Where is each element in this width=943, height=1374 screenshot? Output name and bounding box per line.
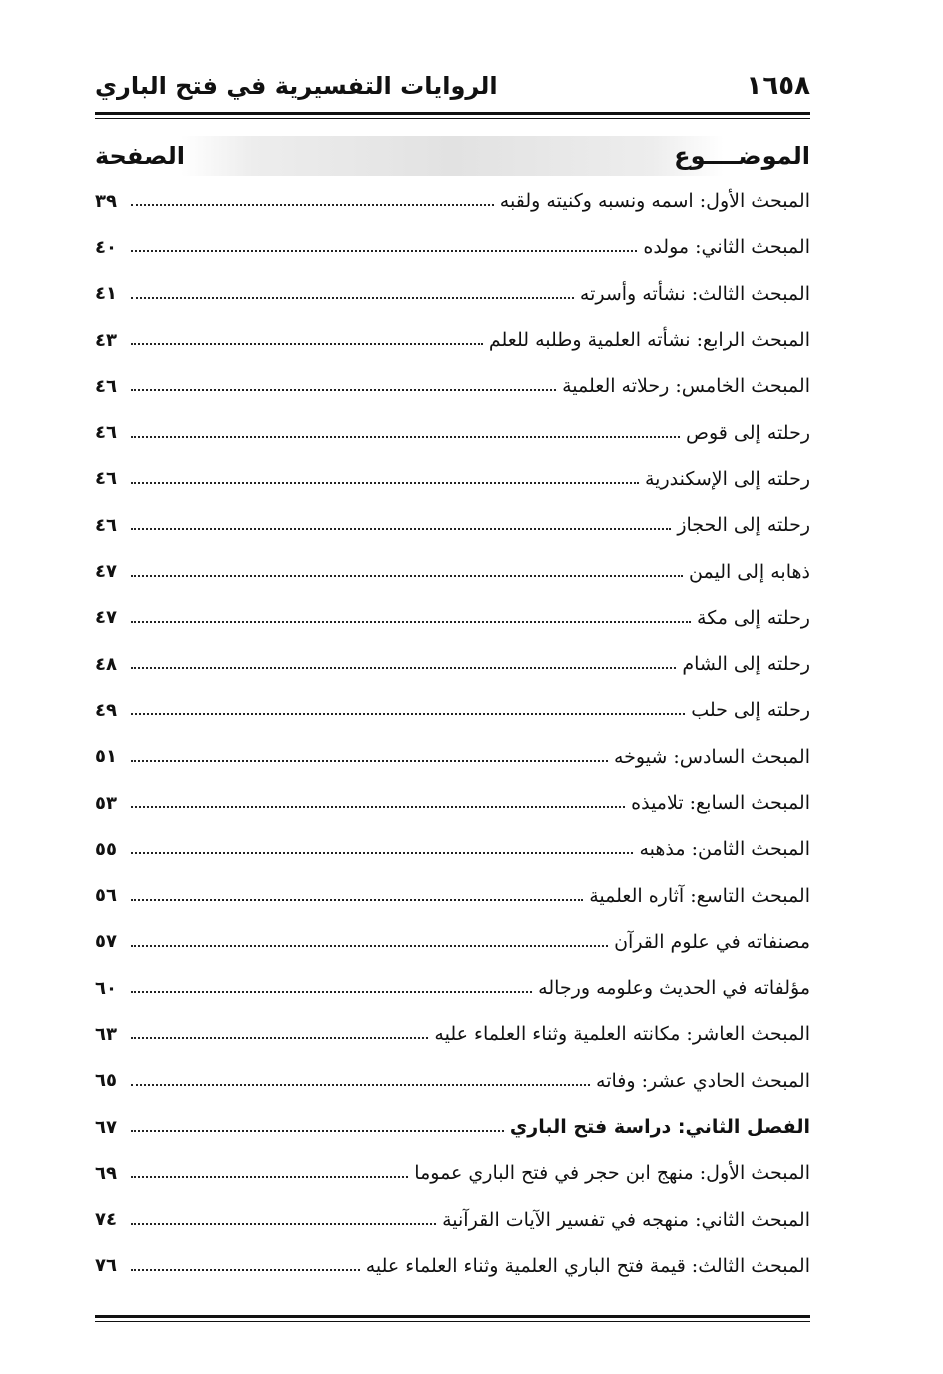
toc-entry [95, 1243, 810, 1289]
dot-leader [131, 1176, 408, 1178]
toc-entry [95, 734, 810, 780]
toc-entry [95, 687, 810, 733]
running-head [95, 64, 810, 108]
dot-leader [131, 852, 633, 854]
toc-entry-page: ٦٠ [95, 977, 117, 999]
toc-entry [95, 271, 810, 317]
toc-entry-page: ٤٦ [95, 422, 117, 444]
dot-leader [131, 1223, 436, 1225]
dot-leader [131, 899, 583, 901]
toc-entry [95, 1058, 810, 1104]
dot-leader [131, 204, 494, 206]
toc-entry [95, 224, 810, 270]
book-page [95, 60, 810, 1330]
toc-entry-page: ٤٦ [95, 468, 117, 490]
dot-leader [131, 297, 574, 299]
toc-entry-page: ٤٦ [95, 375, 117, 397]
page-column-heading: الصفحة [95, 142, 186, 170]
toc-entry-page: ٤٣ [95, 329, 117, 351]
toc-entry-title: رحلته إلى الحجاز [677, 514, 810, 537]
toc-entry-page: ٦٣ [95, 1023, 117, 1045]
footer-rule [95, 1315, 810, 1318]
toc-entry-title: المبحث الثالث: قيمة فتح الباري العلمية وثناء العلماء عليه [365, 1254, 810, 1277]
toc-entry [95, 1150, 810, 1196]
toc-entry-title: المبحث الثاني: منهجه في تفسير الآيات القرآنية [442, 1208, 810, 1231]
topic-column-heading: الموضــــوع [674, 142, 810, 170]
toc-entry-title: رحلته إلى قوص [686, 421, 810, 444]
book-title: الروايات التفسيرية في فتح الباري [95, 72, 498, 100]
toc-entry [95, 1197, 810, 1243]
toc-entry-title: مؤلفاته في الحديث وعلومه ورجاله [538, 977, 810, 1000]
toc-entry [95, 409, 810, 455]
dot-leader [131, 575, 683, 577]
dot-leader [131, 621, 691, 623]
toc-entry-page: ٧٤ [95, 1209, 117, 1231]
dot-leader [131, 713, 685, 715]
toc-entry-title: ذهابه إلى اليمن [689, 560, 810, 583]
toc-entry-page: ٤٧ [95, 561, 117, 583]
toc-entry-title: المبحث الأول: اسمه ونسبه وكنيته ولقبه [499, 190, 810, 213]
toc-entry-title: الفصل الثاني: دراسة فتح الباري [509, 1116, 810, 1139]
toc-entry [95, 641, 810, 687]
header-rule [95, 112, 810, 115]
toc-entry-title: مصنفاته في علوم القرآن [614, 930, 810, 953]
toc-entry [95, 456, 810, 502]
toc-chapter-entry [95, 1104, 810, 1150]
toc-entry [95, 965, 810, 1011]
toc-entry-page: ٥١ [95, 746, 117, 768]
toc-entry-title: المبحث العاشر: مكانته العلمية وثناء العلماء عليه [434, 1023, 810, 1046]
toc-entry-title: المبحث الثامن: مذهبه [639, 838, 810, 861]
toc-entry-page: ٤٩ [95, 699, 117, 721]
toc-entry [95, 919, 810, 965]
toc-entry-page: ٦٩ [95, 1162, 117, 1184]
dot-leader [131, 343, 483, 345]
dot-leader [131, 389, 556, 391]
toc-entry-title: المبحث السابع: تلاميذه [631, 792, 810, 814]
toc-entry [95, 178, 810, 224]
toc-entry-title: المبحث الرابع: نشأته العلمية وطلبه للعلم [488, 329, 810, 352]
dot-leader [131, 1084, 590, 1086]
toc-entry-title: رحلته إلى الإسكندرية [645, 467, 810, 490]
toc-entry-title: المبحث الثالث: نشأته وأسرته [579, 282, 810, 305]
dot-leader [131, 528, 671, 530]
toc-entry-page: ٤٨ [95, 653, 117, 675]
toc-entry-title: المبحث التاسع: آثاره العلمية [589, 884, 810, 907]
toc-entry-page: ٤٠ [95, 236, 117, 258]
toc-entry [95, 548, 810, 594]
toc-entry-page: ٤١ [95, 283, 117, 305]
page-number: ١٦٥٨ [746, 71, 810, 101]
dot-leader [131, 1130, 504, 1132]
toc-entry-title: رحلته إلى الشام [682, 653, 810, 676]
toc-entry-page: ٦٧ [95, 1116, 117, 1138]
toc-entry [95, 1011, 810, 1057]
toc-entry [95, 826, 810, 872]
dot-leader [131, 1037, 428, 1039]
toc-entry-page: ٥٥ [95, 838, 117, 860]
header-rule-thin [95, 118, 810, 119]
toc-entry-page: ٦٥ [95, 1070, 117, 1092]
dot-leader [131, 667, 676, 669]
toc-entry [95, 317, 810, 363]
toc-entry-title: رحلته إلى مكة [697, 606, 810, 629]
footer-rule-thin [95, 1321, 810, 1322]
toc-entry-page: ٧٦ [95, 1255, 117, 1277]
dot-leader [131, 806, 625, 808]
toc-entry [95, 595, 810, 641]
toc-entry [95, 363, 810, 409]
toc-entry-page: ٥٣ [95, 792, 117, 814]
dot-leader [131, 250, 637, 252]
dot-leader [131, 482, 639, 484]
dot-leader [131, 760, 608, 762]
toc-entry-page: ٥٧ [95, 931, 117, 953]
toc-entry-title: رحلته إلى حلب [691, 699, 810, 722]
dot-leader [131, 945, 608, 947]
dot-leader [131, 1269, 360, 1271]
dot-leader [131, 991, 532, 993]
table-of-contents [95, 178, 810, 1289]
dot-leader [131, 436, 680, 438]
toc-entry-page: ٤٧ [95, 607, 117, 629]
toc-entry-title: المبحث الحادي عشر: وفاته [596, 1069, 810, 1092]
toc-entry-page: ٥٦ [95, 885, 117, 907]
toc-entry-title: المبحث الخامس: رحلاته العلمية [562, 375, 810, 398]
toc-entry [95, 502, 810, 548]
toc-entry-page: ٣٩ [95, 190, 117, 212]
toc-entry-title: المبحث الثاني: مولده [643, 236, 810, 259]
toc-entry-page: ٤٦ [95, 514, 117, 536]
toc-entry [95, 872, 810, 918]
toc-entry-title: المبحث السادس: شيوخه [613, 745, 810, 768]
toc-entry [95, 780, 810, 826]
toc-entry-title: المبحث الأول: منهج ابن حجر في فتح الباري عموما [414, 1162, 810, 1185]
toc-column-header [95, 136, 810, 176]
